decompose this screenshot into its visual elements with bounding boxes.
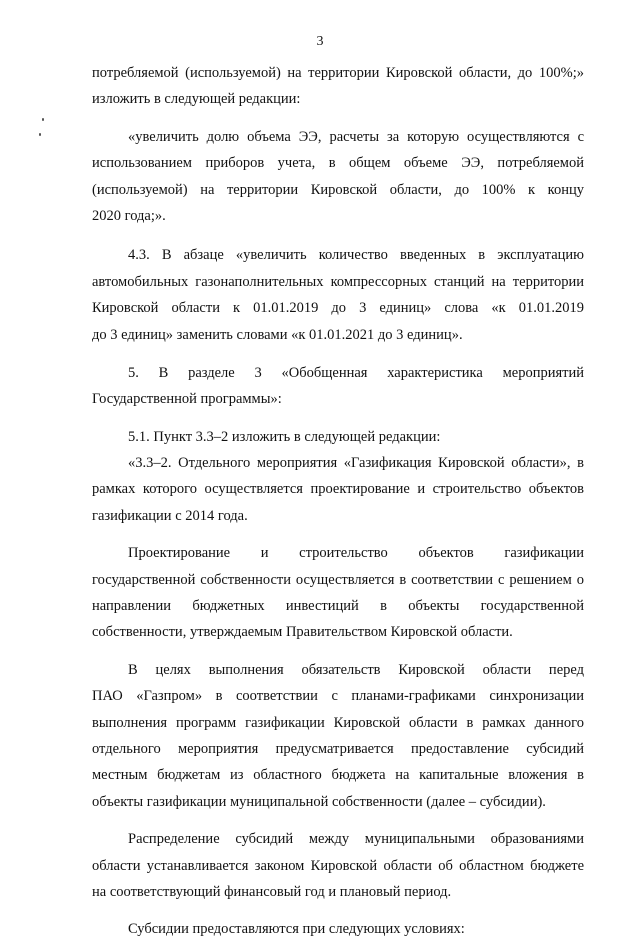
text-line: (используемой) на территории Кировской области, до 100% к концу: [92, 181, 584, 198]
paragraph-distribution: [92, 826, 584, 905]
scan-mark: [42, 118, 44, 121]
text-line: В целях выполнения обязательств Кировской области перед: [128, 661, 584, 678]
text-line: «3.3–2. Отдельного мероприятия «Газификация Кировской области», в: [128, 455, 584, 472]
text-line: 2020 года;».: [92, 207, 166, 224]
paragraph-design: [92, 540, 584, 646]
paragraph-obligations: [92, 657, 584, 815]
text-line: 4.3. В абзаце «увеличить количество введенных в эксплуатацию: [128, 247, 584, 264]
text-line: 5.1. Пункт 3.3–2 изложить в следующей редакции:: [128, 428, 441, 445]
text-line: на соответствующий финансовый год и плановый период.: [92, 883, 452, 900]
text-line: Проектирование и строительство объектов газификации: [128, 545, 584, 562]
text-line: рамках которого осуществляется проектирование и строительство объектов: [92, 481, 584, 498]
text-line: ПАО «Газпром» в соответствии с планами-графиками синхронизации: [92, 688, 584, 705]
text-line: Кировской области к 01.01.2019 до 3 единиц» слова «к 01.01.2019: [92, 300, 584, 317]
text-line: использованием приборов учета, в общем объеме ЭЭ, потребляемой: [92, 155, 584, 172]
text-line: Субсидии предоставляются при следующих условиях:: [128, 921, 465, 938]
text-line: области устанавливается законом Кировской области об областном бюджете: [92, 857, 584, 874]
text-line: потребляемой (используемой) на территории Кировской области, до 100%;»: [92, 65, 584, 81]
paragraph-5: [92, 360, 584, 413]
text-line: 5. В разделе 3 «Обобщенная характеристика мероприятий: [128, 364, 584, 381]
text-line: автомобильных газонаполнительных компрессорных станций на территории: [92, 273, 584, 290]
document-body: [92, 60, 584, 943]
text-line: газификации с 2014 года.: [92, 507, 248, 524]
text-line: Государственной программы»:: [92, 391, 282, 408]
paragraph-continuation: [92, 60, 584, 113]
paragraph-quote-target: [92, 124, 584, 230]
text-line: государственной собственности осуществляется в соответствии с решением о: [92, 571, 584, 588]
paragraph-5-1: [92, 424, 584, 450]
scan-mark: [39, 133, 41, 136]
page-number: 3: [316, 34, 324, 49]
text-line: до 3 единиц» заменить словами «к 01.01.2021 до 3 единиц».: [92, 326, 463, 343]
text-line: объекты газификации муниципальной собственности (далее – субсидии).: [92, 793, 546, 810]
text-line: отдельного мероприятия предусматривается предоставление субсидий: [92, 740, 584, 757]
text-line: выполнения программ газификации Кировской области в рамках данного: [92, 714, 584, 731]
text-line: собственности, утверждаемым Правительством Кировской области.: [92, 624, 513, 641]
text-line: Распределение субсидий между муниципальными образованиями: [128, 831, 584, 848]
paragraph-conditions: [92, 916, 584, 942]
text-line: местным бюджетам из областного бюджета на капитальные вложения в: [92, 767, 584, 784]
text-line: «увеличить долю объема ЭЭ, расчеты за которую осуществляются с: [128, 128, 584, 145]
paragraph-3-3-2: [92, 450, 584, 529]
text-line: изложить в следующей редакции:: [92, 91, 301, 108]
paragraph-4-3: [92, 242, 584, 348]
text-line: направлении бюджетных инвестиций в объекты государственной: [92, 598, 584, 615]
